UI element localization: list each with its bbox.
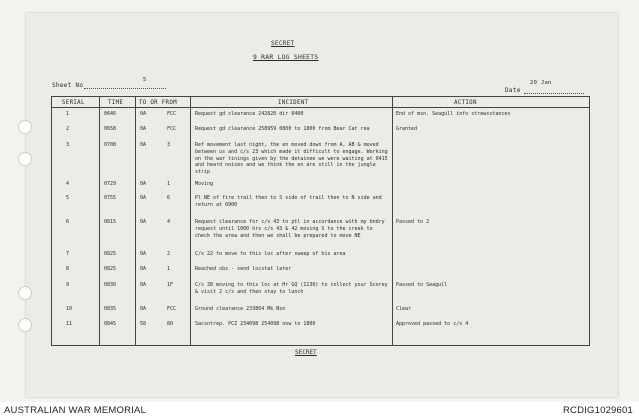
- from-cell: 4: [167, 219, 171, 225]
- to-cell: 0A: [140, 282, 147, 288]
- incident-cell: Request gd clearance 242820 dir 0400: [195, 111, 304, 117]
- incident-cell: Ground clearance 233864 Mk Nsn: [195, 306, 286, 312]
- from-cell: 1F: [167, 282, 174, 288]
- action-header: ACTION: [454, 100, 477, 106]
- serial-header: SERIAL: [62, 100, 85, 106]
- to-cell: 0A: [140, 306, 147, 312]
- action-cell: Approved passed to c/s 4: [396, 321, 469, 327]
- incident-header: INCIDENT: [278, 100, 309, 106]
- time-cell: 0830: [104, 282, 117, 288]
- incident-cell: C/s 22 to move to this loc after sweep of his area: [195, 251, 346, 257]
- serial-cell: 9: [66, 282, 70, 288]
- date-label: Date: [505, 87, 521, 94]
- sheet-label: Sheet No: [52, 82, 84, 89]
- date-dotted-line: [524, 93, 584, 94]
- column-divider: [392, 96, 393, 345]
- time-cell: 0708: [104, 142, 117, 148]
- action-cell: Granted: [396, 126, 418, 132]
- serial-cell: 3: [66, 142, 70, 148]
- time-cell: 0825: [104, 251, 117, 257]
- from-cell: 1: [167, 266, 171, 272]
- punch-hole: [18, 318, 32, 332]
- incident-cell: Pl NE of fire trail then to S side of trail then to N side and return at 0900: [195, 195, 382, 208]
- from-cell: FCC: [167, 306, 177, 312]
- time-cell: 0825: [104, 266, 117, 272]
- time-cell: 0658: [104, 126, 117, 132]
- time-cell: 0815: [104, 219, 117, 225]
- archive-reference: RCDIG1029601: [563, 405, 633, 416]
- from-cell: 3: [167, 142, 171, 148]
- classification-heading: SECRET: [271, 40, 295, 47]
- column-divider: [99, 96, 100, 345]
- sheet-number: 5: [143, 77, 147, 83]
- header-divider: [51, 107, 589, 108]
- serial-cell: 8: [66, 266, 70, 272]
- punch-hole: [18, 120, 32, 134]
- to-cell: 0A: [140, 126, 147, 132]
- column-divider: [135, 96, 136, 345]
- time-header: TIME: [108, 100, 124, 106]
- to-cell: 0A: [140, 195, 147, 201]
- action-cell: Passed to 2: [396, 219, 430, 225]
- incident-cell: Sacsntrep. PCZ 234098 254098 now to 1800: [195, 321, 316, 327]
- sheet-dotted-line: [84, 88, 166, 89]
- from-cell: 1: [167, 181, 171, 187]
- serial-cell: 10: [66, 306, 73, 312]
- time-cell: 0729: [104, 181, 117, 187]
- serial-cell: 2: [66, 126, 70, 132]
- serial-cell: 6: [66, 219, 70, 225]
- from-cell: 6: [167, 195, 171, 201]
- date-value: 20 Jan: [530, 80, 552, 86]
- incident-cell: Reached obs - send locstat later: [195, 266, 292, 272]
- to-cell: 0A: [140, 111, 147, 117]
- footer-classification: SECRET: [295, 349, 317, 356]
- from-cell: 80: [167, 321, 174, 327]
- serial-cell: 1: [66, 111, 70, 117]
- to-cell: 0A: [140, 251, 147, 257]
- archive-name: AUSTRALIAN WAR MEMORIAL: [4, 405, 147, 416]
- column-divider: [190, 96, 191, 345]
- serial-cell: 7: [66, 251, 70, 257]
- incident-cell: Ref movement last night, the en moved down from A, AB & moved between us and c/s 23 which made it difficult to engage. Working on the war tinings given by the detainee we were waiting at 0415 and heard noises and we think the en are still in the jungle strip: [195, 142, 388, 176]
- from-cell: FCC: [167, 126, 177, 132]
- punch-hole: [18, 286, 32, 300]
- to-from-header: TO OR FROM: [139, 100, 177, 106]
- to-cell: 0A: [140, 142, 147, 148]
- time-cell: 0835: [104, 306, 117, 312]
- action-cell: Passed to Seagull: [396, 282, 448, 288]
- incident-cell: Moving: [195, 181, 214, 187]
- to-cell: 0A: [140, 181, 147, 187]
- archive-footer-bar: [0, 402, 639, 419]
- from-cell: 2: [167, 251, 171, 257]
- punch-hole: [18, 152, 32, 166]
- time-cell: 0755: [104, 195, 117, 201]
- action-cell: End of msn. Seagull info strewsstances: [396, 111, 511, 117]
- serial-cell: 5: [66, 195, 70, 201]
- serial-cell: 11: [66, 321, 73, 327]
- incident-cell: Request clearance for c/s 43 to ptl in accordance with my bndry request until 1000 hrs c/s 43 & 42 moving S to the creek to check the area and then we shall be prepared to move NE: [195, 219, 385, 239]
- from-cell: FCC: [167, 111, 177, 117]
- document-title: 9 RAR LOG SHEETS: [253, 54, 319, 61]
- incident-cell: C/s 38 moving to this loc at Hr GQ (1130) to collect your Scorey & visit 2 c/s and then stay to lunch: [195, 282, 388, 295]
- time-cell: 0845: [104, 321, 117, 327]
- to-cell: 58: [140, 321, 147, 327]
- to-cell: 0A: [140, 266, 147, 272]
- serial-cell: 4: [66, 181, 70, 187]
- time-cell: 0646: [104, 111, 117, 117]
- incident-cell: Request gd clearance 258959 0800 to 1800 from Bear Cat rea: [195, 126, 370, 132]
- to-cell: 0A: [140, 219, 147, 225]
- action-cell: Clear: [396, 306, 412, 312]
